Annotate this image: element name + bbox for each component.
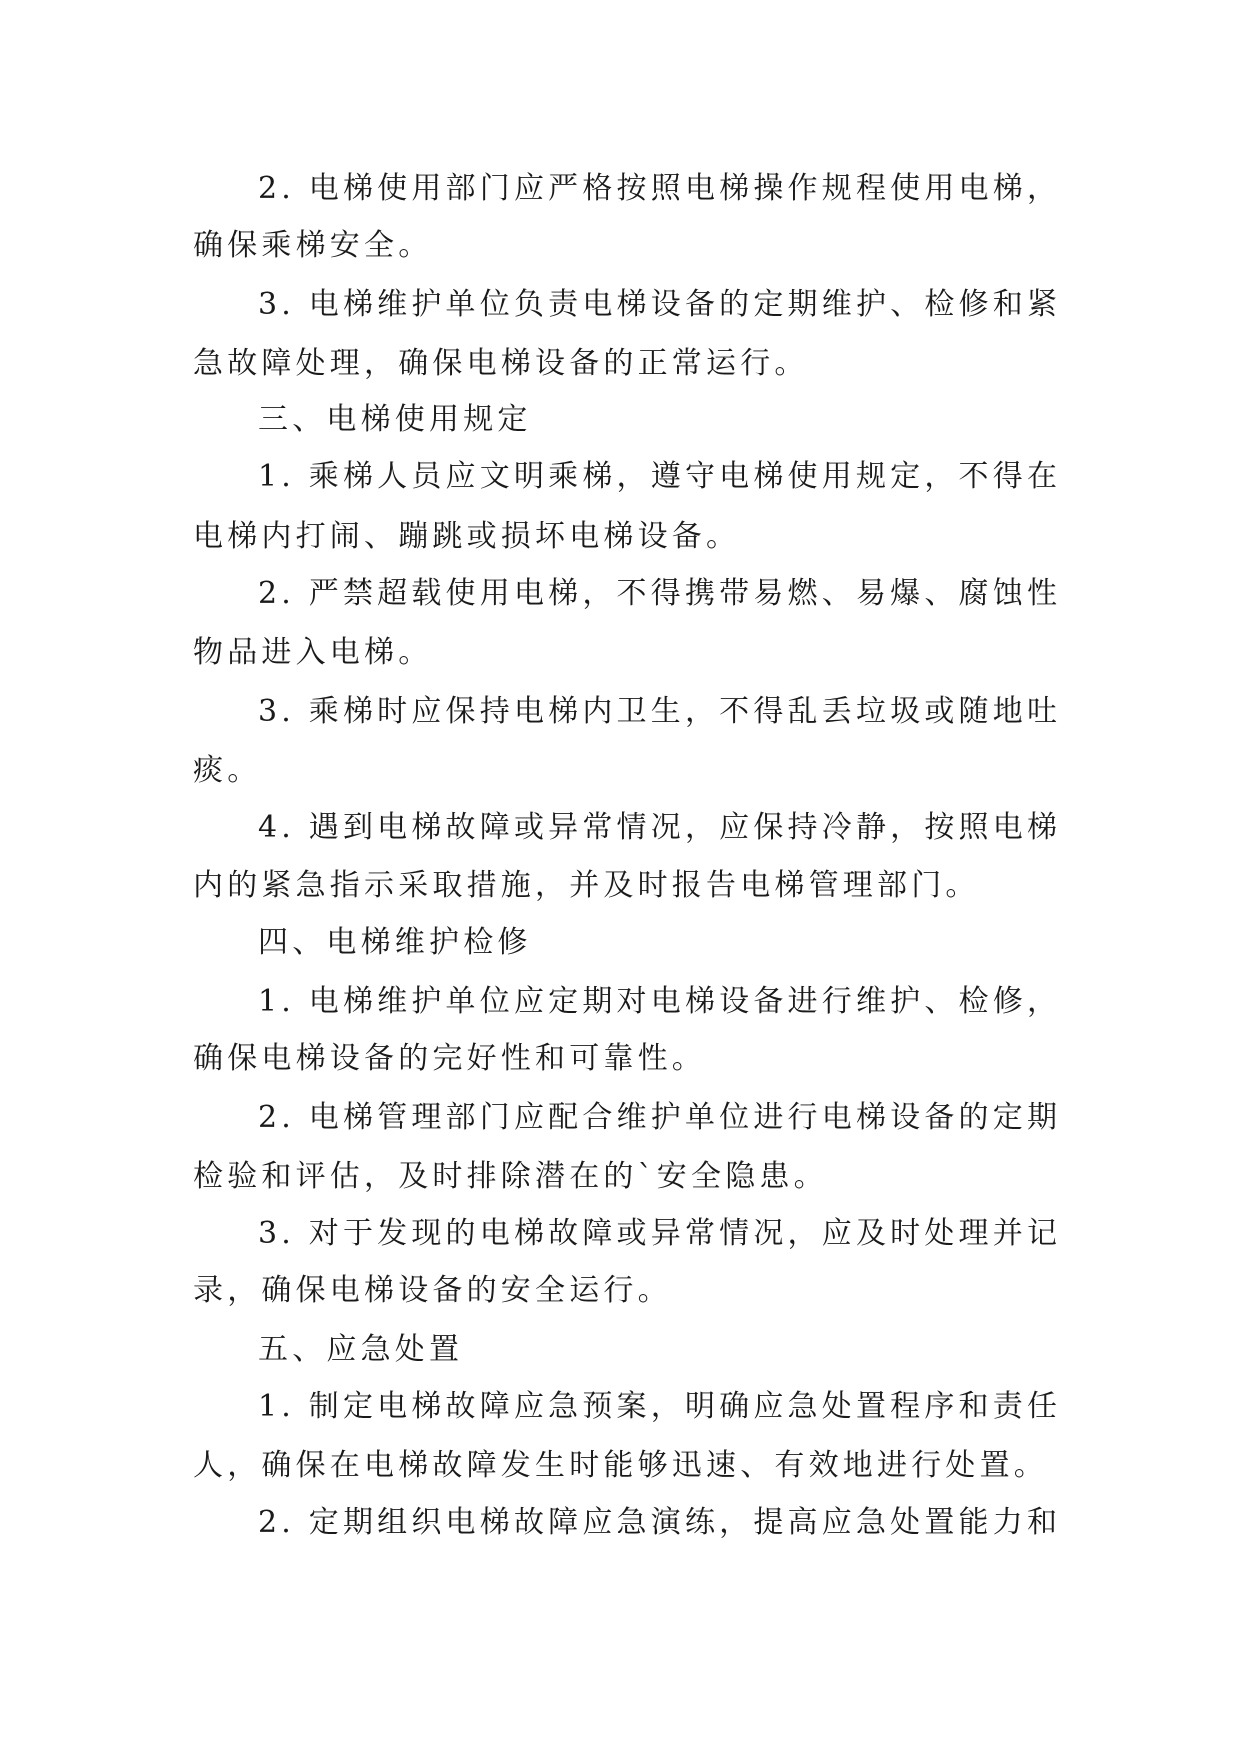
section-4-item-1-line-2: 确保电梯设备的完好性和可靠性。 xyxy=(193,1041,706,1076)
section-5-item-1-line-2: 人，确保在电梯故障发生时能够迅速、有效地进行处置。 xyxy=(193,1448,1048,1483)
section-5-heading: 五、应急处置 xyxy=(258,1332,464,1367)
item-3-line-1: 3. 电梯维护单位负责电梯设备的定期维护、检修和紧 xyxy=(258,287,1062,322)
section-4-item-3-line-2: 录，确保电梯设备的安全运行。 xyxy=(193,1273,672,1308)
item-3-line-2: 急故障处理，确保电梯设备的正常运行。 xyxy=(193,346,809,381)
section-5-item-1-line-1: 1. 制定电梯故障应急预案，明确应急处置程序和责任 xyxy=(258,1389,1062,1424)
section-3-item-2-line-1: 2. 严禁超载使用电梯，不得携带易燃、易爆、腐蚀性 xyxy=(258,576,1062,611)
section-3-item-1-line-2: 电梯内打闹、蹦跳或损坏电梯设备。 xyxy=(193,519,741,554)
section-4-item-1-line-1: 1. 电梯维护单位应定期对电梯设备进行维护、检修， xyxy=(258,984,1062,1019)
section-3-item-3-line-2: 痰。 xyxy=(193,753,262,788)
section-3-heading: 三、电梯使用规定 xyxy=(258,402,532,437)
item-2-line-2: 确保乘梯安全。 xyxy=(193,228,433,263)
section-4-item-2-line-1: 2. 电梯管理部门应配合维护单位进行电梯设备的定期 xyxy=(258,1100,1062,1135)
section-3-item-2-line-2: 物品进入电梯。 xyxy=(193,635,433,670)
section-3-item-1-line-1: 1. 乘梯人员应文明乘梯，遵守电梯使用规定，不得在 xyxy=(258,459,1062,494)
section-4-heading: 四、电梯维护检修 xyxy=(258,925,532,960)
section-4-item-3-line-1: 3. 对于发现的电梯故障或异常情况，应及时处理并记 xyxy=(258,1216,1062,1251)
section-3-item-3-line-1: 3. 乘梯时应保持电梯内卫生，不得乱丢垃圾或随地吐 xyxy=(258,694,1062,729)
section-4-item-2-line-2: 检验和评估，及时排除潜在的`安全隐患。 xyxy=(193,1159,828,1194)
section-3-item-4-line-2: 内的紧急指示采取措施，并及时报告电梯管理部门。 xyxy=(193,868,980,903)
item-2-line-1: 2. 电梯使用部门应严格按照电梯操作规程使用电梯， xyxy=(258,171,1062,206)
section-3-item-4-line-1: 4. 遇到电梯故障或异常情况，应保持冷静，按照电梯 xyxy=(258,810,1062,845)
section-5-item-2-line-1: 2. 定期组织电梯故障应急演练，提高应急处置能力和 xyxy=(258,1505,1062,1540)
